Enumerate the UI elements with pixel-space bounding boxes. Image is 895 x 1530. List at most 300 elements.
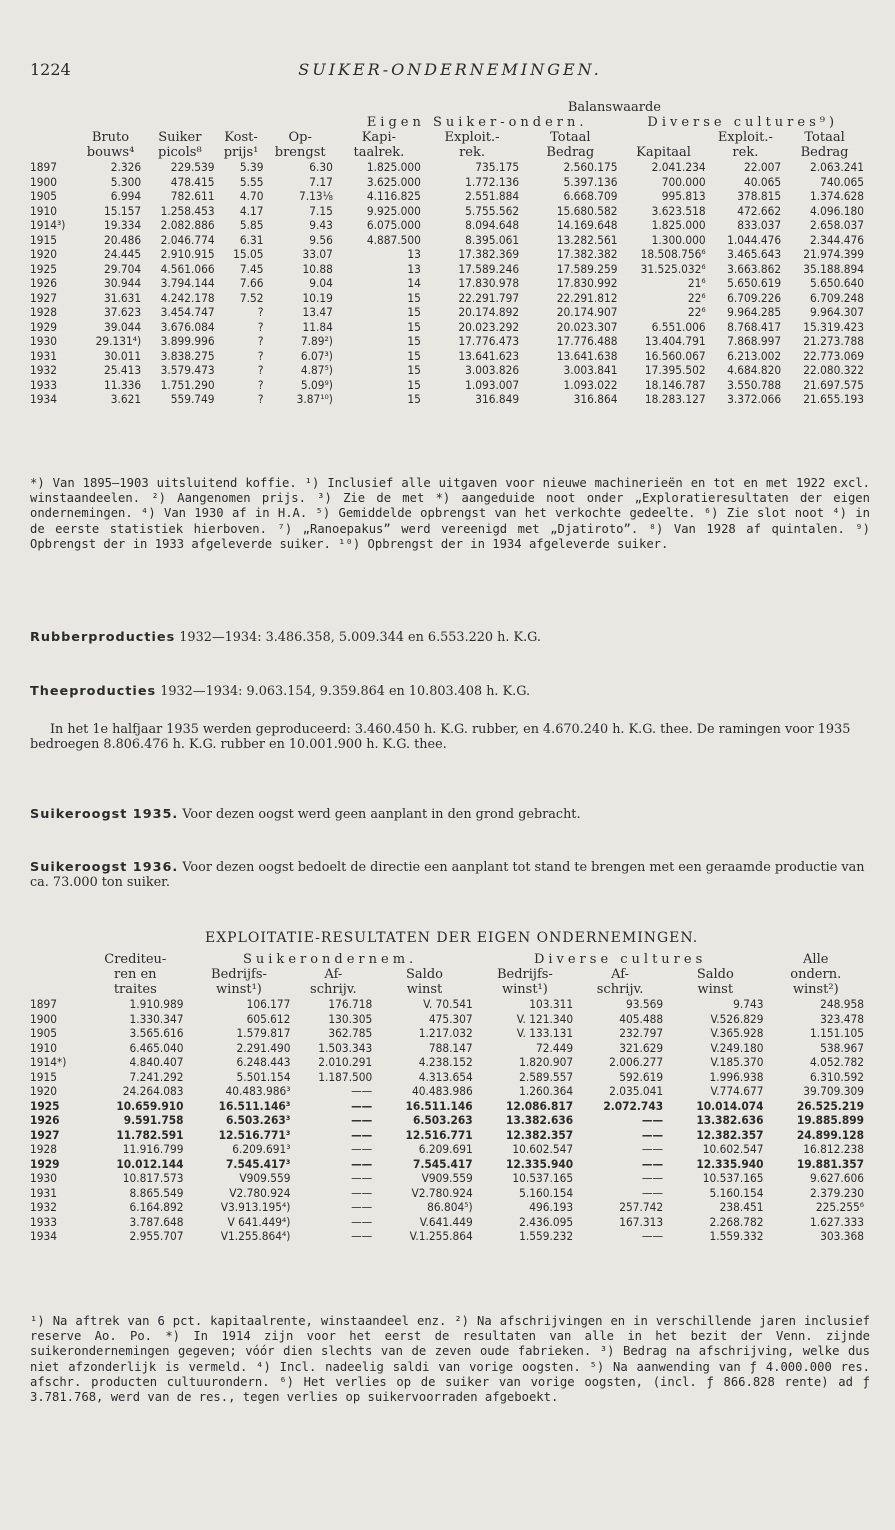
value-cell: V.249.180: [710, 1040, 764, 1055]
value-cell: 559.749: [170, 392, 215, 406]
value-cell: 6.213.002: [727, 348, 782, 363]
year-cell: 1927: [30, 290, 58, 305]
table-row: [30, 1099, 868, 1114]
value-cell: 2.291.490: [236, 1040, 291, 1055]
value-cell: 1.772.136: [465, 174, 520, 189]
value-cell: 4.096.180: [810, 203, 864, 218]
value-cell: 4.17: [239, 203, 264, 218]
table-row: [30, 1186, 868, 1201]
value-cell: 26.525.219: [796, 1098, 864, 1113]
value-cell: 9.56: [309, 232, 333, 247]
year-cell: 1905: [30, 189, 58, 203]
value-cell: 29.131⁴): [95, 334, 142, 348]
table-row: [30, 334, 868, 349]
value-cell: 2.658.037: [810, 218, 864, 232]
exploitation-results-title: EXPLOITATIE-RESULTATEN DER EIGEN ONDERNEMINGEN.: [205, 930, 699, 946]
value-cell: 93.569: [625, 997, 664, 1011]
table-row: [30, 233, 868, 248]
year-cell: 1920: [30, 247, 58, 261]
value-cell: 8.395.061: [465, 232, 520, 247]
value-cell: 15.319.423: [803, 319, 864, 334]
header-cell: rek.: [732, 145, 759, 160]
value-cell: 13.641.623: [458, 348, 520, 363]
value-cell: 4.87⁵): [300, 363, 333, 377]
value-cell: V.185.370: [710, 1055, 764, 1069]
value-cell: 13: [407, 247, 421, 261]
table-row: [30, 189, 868, 204]
value-cell: 19.881.357: [796, 1156, 864, 1171]
value-cell: 7.241.292: [129, 1069, 184, 1084]
value-cell: 20.174.907: [556, 305, 618, 319]
table-row: [30, 291, 868, 306]
section-text: 1932—1934: 9.063.154, 9.359.864 en 10.803.408 h. K.G.: [160, 684, 531, 699]
header-cell: bouws⁴: [86, 145, 135, 160]
value-cell: 257.742: [619, 1200, 664, 1214]
value-cell: 12.335.940: [505, 1156, 574, 1171]
value-cell: 2.589.557: [519, 1069, 574, 1084]
value-cell: 11.84: [302, 319, 333, 334]
table-header-row: [30, 952, 868, 967]
table1-footnotes: *) Van 1895—1903 uitsluitend koffie. ¹) Inclusief alle uitgaven voor nieuwe machinerieën en tot en met 1922 excl. winstaandeelen. ²) Aangenomen prijs. ³) Zie de met *) aangeduide noot onder „Exploratieresultaten der eigen ondernemingen. ⁴) Van 1930 af in H.A. ⁵) Gemiddelde opbrengst van het verkochte gedeelte. ⁶) Zie slot noot ⁴) in de eerste statistiek hierboven. ⁷) „Ranoepakus” werd vereenigd met „Djatiroto”. ⁸) Van 1928 af quintalen. ⁹) Opbrengst der in 1933 afgeleverde suiker. ¹⁰) Opbrengst der in 1934 afgeleverde suiker.: [30, 476, 870, 551]
value-cell: 2.072.743: [603, 1098, 664, 1113]
table-row: [30, 1229, 868, 1244]
page-number: 1224: [30, 60, 71, 79]
header-cell: Balanswaarde: [567, 100, 661, 115]
value-cell: 9.925.000: [366, 203, 421, 218]
value-cell: 130.305: [328, 1011, 373, 1026]
year-cell: 1926: [30, 276, 58, 290]
value-cell: 316.849: [475, 392, 520, 406]
section-text: Voor dezen oogst bedoelt de directie een aanplant tot stand te brengen met een geraamde productie van ca. 73.000 ton suiker.: [30, 860, 865, 890]
header-cell: schrijv.: [596, 982, 644, 997]
value-cell: 2.910.915: [160, 247, 215, 261]
value-cell: ——: [641, 1113, 664, 1127]
value-cell: 7.545.417³: [226, 1156, 291, 1171]
value-cell: 232.797: [619, 1026, 664, 1040]
value-cell: V. 121.340: [516, 1011, 574, 1026]
value-cell: ?: [257, 377, 264, 392]
header-cell: traites: [113, 982, 157, 997]
value-cell: 11.782.591: [116, 1127, 184, 1142]
section-text: 1932—1934: 3.486.358, 5.009.344 en 6.553.220 h. K.G.: [179, 630, 541, 645]
value-cell: 303.368: [820, 1229, 864, 1243]
value-cell: 2.010.291: [318, 1055, 373, 1069]
value-cell: 21.655.193: [803, 392, 864, 406]
value-cell: 323.478: [820, 1011, 864, 1026]
value-cell: 3.787.648: [129, 1214, 184, 1229]
value-cell: 17.830.978: [458, 276, 520, 290]
value-cell: 13.404.791: [644, 334, 706, 348]
value-cell: ——: [641, 1156, 664, 1171]
value-cell: 72.449: [535, 1040, 574, 1055]
value-cell: 316.864: [573, 392, 618, 406]
year-cell: 1925: [30, 261, 58, 276]
value-cell: 605.612: [246, 1011, 291, 1026]
table-header-row: [30, 145, 868, 160]
value-cell: 176.718: [328, 997, 373, 1011]
header-cell: Af-: [324, 967, 343, 982]
value-cell: 39.044: [104, 319, 142, 334]
value-cell: 1.260.364: [519, 1084, 574, 1098]
header-cell: winst: [406, 982, 443, 997]
value-cell: 1.996.938: [709, 1069, 764, 1084]
value-cell: 4.887.500: [366, 232, 421, 247]
table-row: [30, 218, 868, 233]
value-cell: 2.379.230: [810, 1185, 864, 1200]
value-cell: 12.382.357: [696, 1127, 764, 1142]
header-cell: winst²): [792, 982, 839, 997]
value-cell: 13: [407, 261, 421, 276]
table-row: [30, 1157, 868, 1172]
value-cell: 2.063.241: [810, 160, 864, 174]
value-cell: 6.30: [309, 160, 333, 174]
value-cell: 19.334: [104, 218, 142, 232]
value-cell: 106.177: [246, 997, 291, 1011]
value-cell: 4.313.654: [418, 1069, 473, 1084]
value-cell: 3.899.996: [160, 334, 215, 348]
value-cell: 5.160.154: [709, 1185, 764, 1200]
value-cell: V2.780.924: [229, 1185, 291, 1200]
value-cell: 1.300.000: [651, 232, 706, 247]
year-cell: 1925: [30, 1098, 60, 1113]
value-cell: 7.17: [309, 174, 333, 189]
value-cell: 3.87¹⁰): [296, 392, 333, 406]
year-cell: 1932: [30, 363, 58, 377]
value-cell: 1.627.333: [810, 1214, 864, 1229]
value-cell: 40.483.986: [411, 1084, 473, 1098]
value-cell: 22.773.069: [803, 348, 864, 363]
value-cell: 15: [407, 305, 421, 319]
value-cell: 3.794.144: [160, 276, 215, 290]
value-cell: 16.511.146: [405, 1098, 473, 1113]
value-cell: 6.503.263³: [226, 1113, 291, 1127]
table-row: [30, 997, 868, 1012]
value-cell: ——: [351, 1098, 373, 1113]
value-cell: 14.169.648: [556, 218, 618, 232]
value-cell: 5.755.562: [465, 203, 520, 218]
value-cell: 21.273.788: [803, 334, 864, 348]
header-cell: Totaal: [550, 130, 591, 145]
section-text: Voor dezen oogst werd geen aanplant in den grond gebracht.: [182, 807, 581, 822]
header-cell: Kapitaal: [636, 145, 691, 160]
header-cell: Alle: [803, 952, 829, 967]
value-cell: 3.579.473: [160, 363, 215, 377]
header-cell: winst¹): [501, 982, 548, 997]
value-cell: 1.910.989: [129, 997, 184, 1011]
table-row: [30, 1171, 868, 1186]
year-cell: 1926: [30, 1113, 60, 1127]
year-cell: 1929: [30, 319, 58, 334]
value-cell: 3.454.747: [160, 305, 215, 319]
value-cell: 17.830.992: [556, 276, 618, 290]
value-cell: 1.559.232: [519, 1229, 574, 1243]
value-cell: 6.709.248: [810, 290, 864, 305]
value-cell: 21⁶: [687, 276, 706, 290]
value-cell: 1.217.032: [418, 1026, 473, 1040]
value-cell: 5.39: [239, 160, 264, 174]
value-cell: 12.086.817: [505, 1098, 574, 1113]
value-cell: ——: [351, 1171, 373, 1185]
year-cell: 1920: [30, 1084, 58, 1098]
value-cell: 538.967: [820, 1040, 864, 1055]
header-cell: taalrek.: [353, 145, 405, 160]
value-cell: 39.709.309: [803, 1084, 864, 1098]
value-cell: 20.174.892: [458, 305, 520, 319]
value-cell: 3.003.826: [465, 363, 520, 377]
year-cell: 1927: [30, 1127, 60, 1142]
value-cell: 17.776.473: [458, 334, 520, 348]
value-cell: 1.820.907: [519, 1055, 574, 1069]
value-cell: 1.751.290: [160, 377, 215, 392]
value-cell: 238.451: [719, 1200, 764, 1214]
value-cell: 3.663.862: [727, 261, 782, 276]
table-row: [30, 320, 868, 335]
value-cell: 405.488: [619, 1011, 664, 1026]
value-cell: 15.680.582: [556, 203, 618, 218]
value-cell: 4.684.820: [727, 363, 782, 377]
year-cell: 1905: [30, 1026, 58, 1040]
value-cell: 13.641.638: [556, 348, 618, 363]
value-cell: 6.248.443: [236, 1055, 291, 1069]
header-cell: prijs¹: [223, 145, 259, 160]
value-cell: 2.082.886: [160, 218, 215, 232]
value-cell: 12.516.771³: [218, 1127, 291, 1142]
year-cell: 1930: [30, 1171, 58, 1185]
value-cell: 7.52: [239, 290, 264, 305]
value-cell: ——: [351, 1214, 373, 1229]
table-row: [30, 175, 868, 190]
value-cell: 24.445: [104, 247, 142, 261]
value-cell: 8.094.648: [465, 218, 520, 232]
value-cell: 10.817.573: [122, 1171, 184, 1185]
year-cell: 1915: [30, 1069, 58, 1084]
table-header-row: [30, 982, 868, 997]
section-heading: Theeproducties: [30, 684, 157, 699]
value-cell: 15: [407, 334, 421, 348]
year-cell: 1934: [30, 392, 58, 406]
table-row: [30, 392, 868, 407]
table-row: [30, 204, 868, 219]
value-cell: 740.065: [820, 174, 864, 189]
value-cell: 4.116.825: [366, 189, 421, 203]
value-cell: 11.336: [104, 377, 142, 392]
value-cell: 10.659.910: [116, 1098, 184, 1113]
value-cell: 3.625.000: [366, 174, 421, 189]
value-cell: 11.916.799: [122, 1142, 184, 1156]
value-cell: 362.785: [328, 1026, 373, 1040]
value-cell: ——: [351, 1127, 373, 1142]
value-cell: 2.006.277: [609, 1055, 664, 1069]
value-cell: 30.944: [104, 276, 142, 290]
value-cell: V.774.677: [710, 1084, 764, 1098]
value-cell: 833.037: [737, 218, 782, 232]
year-cell: 1928: [30, 305, 58, 319]
value-cell: 4.70: [239, 189, 264, 203]
header-cell: Suiker: [158, 130, 202, 145]
table-row: [30, 160, 868, 175]
value-cell: ——: [641, 1229, 664, 1243]
value-cell: 22.007: [744, 160, 782, 174]
value-cell: 16.511.146³: [218, 1098, 291, 1113]
value-cell: 7.15: [309, 203, 333, 218]
value-cell: 15: [407, 363, 421, 377]
value-cell: 3.372.066: [727, 392, 782, 406]
value-cell: ——: [351, 1142, 373, 1156]
value-cell: 5.160.154: [519, 1185, 574, 1200]
value-cell: 6.503.263: [412, 1113, 473, 1127]
value-cell: 10.014.074: [696, 1098, 764, 1113]
table-header-row: [30, 100, 868, 115]
header-cell: ondern.: [790, 967, 842, 982]
value-cell: 5.650.619: [727, 276, 782, 290]
year-cell: 1900: [30, 1011, 58, 1026]
year-cell: 1931: [30, 1185, 58, 1200]
header-cell: Kapi-: [361, 130, 397, 145]
value-cell: 29.704: [104, 261, 142, 276]
value-cell: V909.559: [239, 1171, 291, 1185]
running-title: SUIKER-ONDERNEMINGEN.: [298, 60, 602, 79]
sugar-production-table: [30, 100, 868, 407]
value-cell: 4.561.066: [160, 261, 215, 276]
value-cell: 10.012.144: [116, 1156, 184, 1171]
value-cell: 20.023.292: [458, 319, 520, 334]
halfyear-production-paragraph: In het 1e halfjaar 1935 werden geproduceerd: 3.460.450 h. K.G. rubber, en 4.670.240 h. K.G. thee. De ramingen voor 1935 bedroegen 8.806.476 h. K.G. rubber en 10.001.900 h. K.G. thee.: [30, 722, 851, 752]
value-cell: ?: [257, 305, 264, 319]
value-cell: 17.395.502: [644, 363, 706, 377]
header-cell: Op-: [288, 130, 312, 145]
value-cell: 4.242.178: [160, 290, 215, 305]
value-cell: 8.768.417: [727, 319, 782, 334]
header-cell: Diverse cultures: [533, 952, 707, 967]
value-cell: 86.804⁵): [427, 1200, 473, 1214]
section-heading: Suikeroogst 1936.: [30, 860, 179, 875]
year-cell: 1914³): [30, 218, 66, 232]
header-cell: Af-: [611, 967, 630, 982]
value-cell: 9.591.758: [123, 1113, 184, 1127]
value-cell: ——: [351, 1084, 373, 1098]
value-cell: 5.650.640: [810, 276, 864, 290]
value-cell: 1.330.347: [129, 1011, 184, 1026]
value-cell: 13.382.636: [505, 1113, 574, 1127]
value-cell: 3.550.788: [727, 377, 782, 392]
value-cell: 225.255⁶: [815, 1200, 864, 1214]
value-cell: 5.501.154: [236, 1069, 291, 1084]
value-cell: 20.023.307: [556, 319, 618, 334]
year-cell: 1910: [30, 203, 58, 218]
value-cell: 17.776.488: [556, 334, 618, 348]
value-cell: ——: [641, 1185, 664, 1200]
value-cell: 3.623.518: [651, 203, 706, 218]
table-row: [30, 262, 868, 277]
value-cell: V.1.255.864: [409, 1229, 473, 1243]
table-header-row: [30, 967, 868, 982]
value-cell: 6.709.226: [727, 290, 782, 305]
value-cell: 2.046.774: [160, 232, 215, 247]
table-row: [30, 1113, 868, 1128]
value-cell: 2.560.175: [563, 160, 618, 174]
table-row: [30, 1215, 868, 1230]
exploitation-results-table: [30, 952, 868, 1244]
value-cell: 12.335.940: [696, 1156, 764, 1171]
value-cell: 700.000: [661, 174, 706, 189]
value-cell: 4.840.407: [129, 1055, 184, 1069]
value-cell: 592.619: [619, 1069, 664, 1084]
sugar-harvest-1936-section: [30, 860, 870, 890]
value-cell: 20.486: [104, 232, 142, 247]
value-cell: 1.503.343: [318, 1040, 373, 1055]
value-cell: 7.89²): [300, 334, 333, 348]
header-cell: Totaal: [804, 130, 845, 145]
value-cell: 10.88: [302, 261, 333, 276]
value-cell: 21.697.575: [803, 377, 864, 392]
value-cell: 6.551.006: [651, 319, 706, 334]
year-cell: 1910: [30, 1040, 58, 1055]
value-cell: 10.602.547: [702, 1142, 764, 1156]
tea-production-section: [30, 684, 870, 699]
value-cell: 1.093.007: [465, 377, 520, 392]
value-cell: 22.291.797: [458, 290, 520, 305]
value-cell: 35.188.894: [803, 261, 864, 276]
table-row: [30, 378, 868, 393]
value-cell: 22⁶: [687, 290, 706, 305]
value-cell: 3.565.616: [129, 1026, 184, 1040]
value-cell: 1.151.105: [810, 1026, 864, 1040]
table-header-row: [30, 115, 868, 130]
value-cell: 25.413: [104, 363, 142, 377]
value-cell: 7.66: [239, 276, 264, 290]
value-cell: 18.508.756⁶: [640, 247, 706, 261]
year-cell: 1929: [30, 1156, 60, 1171]
table-row: [30, 1070, 868, 1085]
value-cell: 1.258.453: [160, 203, 215, 218]
value-cell: 478.415: [170, 174, 215, 189]
value-cell: V. 133.131: [516, 1026, 574, 1040]
value-cell: 2.035.041: [609, 1084, 664, 1098]
value-cell: ——: [641, 1142, 664, 1156]
year-cell: 1934: [30, 1229, 58, 1243]
header-cell: Crediteu-: [104, 952, 167, 967]
value-cell: 735.175: [475, 160, 520, 174]
header-cell: Exploit.-: [717, 130, 773, 145]
value-cell: ?: [257, 319, 264, 334]
value-cell: 3.621: [110, 392, 142, 406]
value-cell: 2.551.884: [465, 189, 520, 203]
value-cell: ?: [257, 348, 264, 363]
value-cell: V. 70.541: [423, 997, 473, 1011]
value-cell: 1.044.476: [727, 232, 782, 247]
value-cell: 5.55: [239, 174, 264, 189]
value-cell: 378.815: [737, 189, 782, 203]
header-cell: winst¹): [216, 982, 262, 997]
value-cell: 10.537.165: [702, 1171, 764, 1185]
value-cell: 40.065: [744, 174, 782, 189]
value-cell: 995.813: [661, 189, 706, 203]
value-cell: 2.326: [110, 160, 142, 174]
table-row: [30, 1012, 868, 1027]
value-cell: 6.465.040: [129, 1040, 184, 1055]
value-cell: 10.602.547: [512, 1142, 574, 1156]
value-cell: 229.539: [170, 160, 215, 174]
table-row: [30, 1200, 868, 1215]
value-cell: 13.382.636: [696, 1113, 764, 1127]
value-cell: 16.812.238: [803, 1142, 864, 1156]
table-row: [30, 1128, 868, 1143]
header-cell: Diverse cultures⁹): [647, 115, 839, 130]
value-cell: 33.07: [302, 247, 333, 261]
value-cell: 15: [407, 392, 421, 406]
section-heading: Suikeroogst 1935.: [30, 807, 179, 822]
value-cell: 16.560.067: [644, 348, 706, 363]
